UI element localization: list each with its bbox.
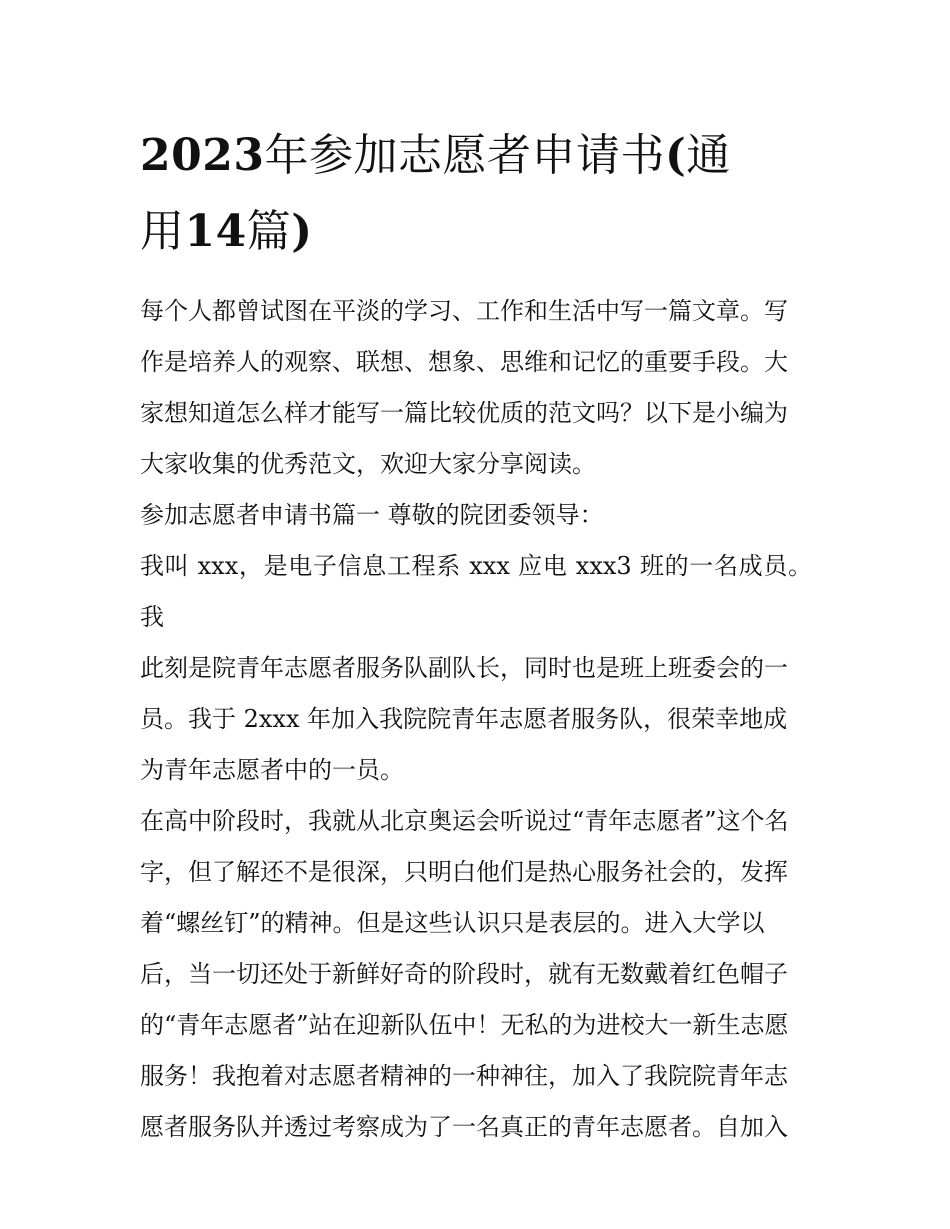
body-text-line: 为青年志愿者中的一员。	[140, 756, 404, 784]
body-text-line: 我叫 xxx，是电子信息工程系 xxx 应电 xxx3 班的一名成员。我	[140, 552, 812, 631]
document-body	[140, 286, 812, 1153]
section-heading-line: 参加志愿者申请书篇一 尊敬的院团委领导：	[140, 501, 604, 529]
body-text-line: 家想知道怎么样才能写一篇比较优质的范文吗？以下是小编为	[140, 399, 788, 427]
body-text-line: 此刻是院青年志愿者服务队副队长，同时也是班上班委会的一	[140, 654, 788, 682]
title-paren-close: )	[291, 206, 313, 257]
body-text-line: 的“青年志愿者”站在迎新队伍中！无私的为进校大一新生志愿	[140, 1011, 789, 1039]
title-text: 用	[140, 206, 185, 257]
body-text-line: 在高中阶段时，我就从北京奥运会听说过“青年志愿者”这个名	[140, 807, 789, 835]
body-text-line: 字，但了解还不是很深，只明白他们是热心服务社会的，发挥	[140, 858, 788, 886]
title-year: 2023	[140, 130, 265, 181]
title-text: 篇	[246, 206, 292, 257]
body-text-line: 着“螺丝钉”的精神。但是这些认识只是表层的。进入大学以	[140, 909, 765, 937]
body-text-line: 大家收集的优秀范文，欢迎大家分享阅读。	[140, 450, 596, 478]
title-text: 通	[686, 130, 731, 181]
body-text-line: 服务！我抱着对志愿者精神的一种神往，加入了我院院青年志	[140, 1062, 788, 1090]
title-paren-open: (	[664, 130, 687, 181]
title-count: 14	[184, 206, 247, 257]
body-text-line: 员。我于 2xxx 年加入我院院青年志愿者服务队，很荣幸地成	[140, 705, 788, 733]
body-text-line: 后，当一切还处于新鲜好奇的阶段时，就有无数戴着红色帽子	[140, 960, 788, 988]
body-text-line: 作是培养人的观察、联想、想象、思维和记忆的重要手段。大	[140, 348, 788, 376]
title-line	[140, 206, 313, 257]
body-text-line: 每个人都曾试图在平淡的学习、工作和生活中写一篇文章。写	[140, 297, 788, 325]
document-title	[140, 118, 812, 270]
body-text-line: 愿者服务队并透过考察成为了一名真正的青年志愿者。自加入	[140, 1113, 788, 1141]
title-line	[140, 130, 731, 181]
title-text: 年参加志愿者申请书	[264, 130, 665, 181]
document-page	[140, 118, 812, 1153]
